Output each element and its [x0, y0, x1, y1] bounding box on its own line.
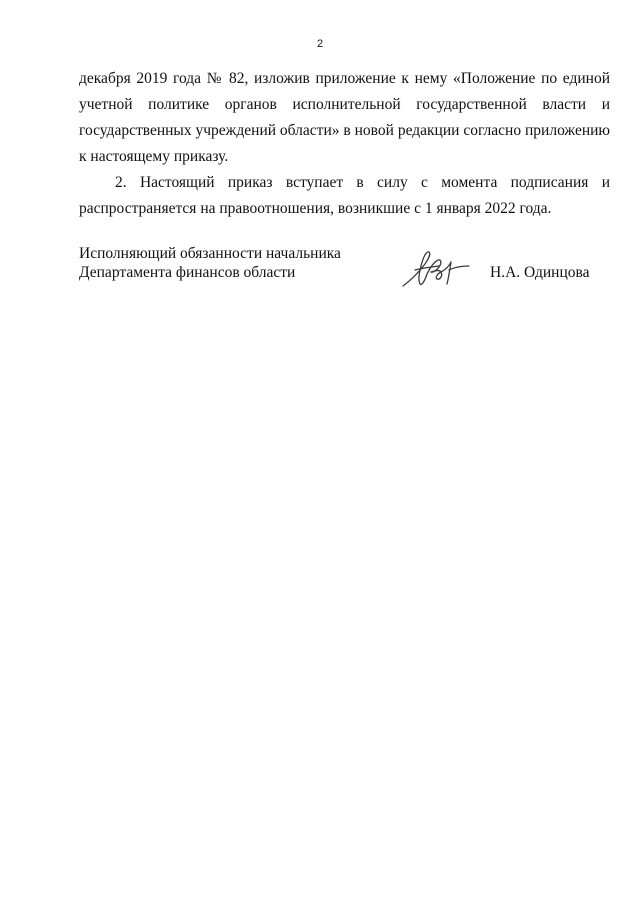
paragraph-continuation: декабря 2019 года № 82, изложив приложение к нему «Положение по единой учетной политике органов исполнительной государственной власти и государственных учреждений области» в новой редакции согласно приложению к настоящему приказу.: [79, 70, 610, 165]
signer-title-line-1: Исполняющий обязанности начальника: [79, 245, 341, 262]
paragraph-effective-date: 2. Настоящий приказ вступает в силу с момента подписания и распространяется на правоотношения, возникшие с 1 января 2022 года.: [79, 174, 610, 217]
signer-name: Н.А. Одинцова: [490, 264, 590, 281]
handwritten-signature-icon: [401, 246, 471, 290]
signer-title-line-2: Департамента финансов области: [79, 264, 296, 281]
page-number: 2: [316, 38, 324, 50]
document-body: [79, 66, 610, 222]
signature-block: [79, 244, 610, 282]
